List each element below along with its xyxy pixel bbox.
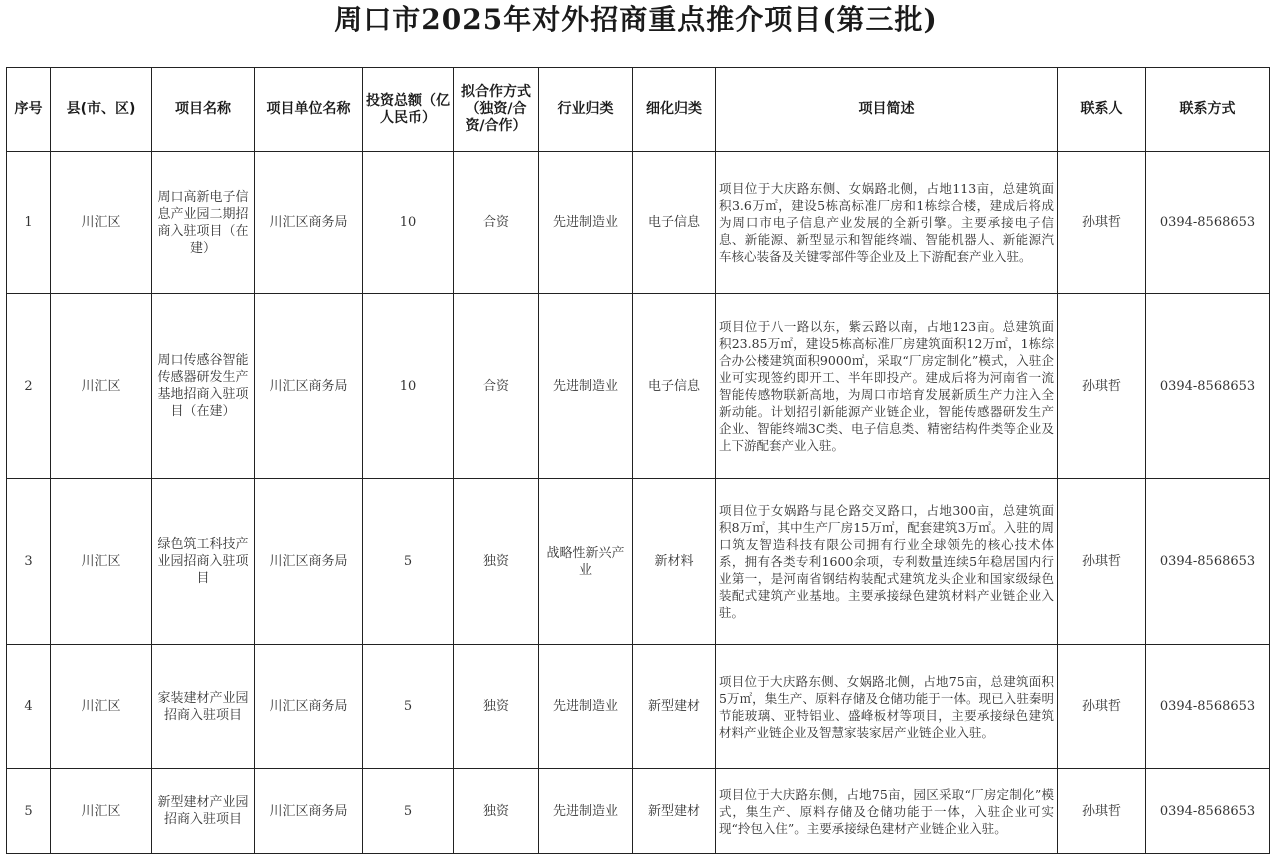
cell-phone: 0394-8568653 xyxy=(1146,645,1270,769)
cell-county: 川汇区 xyxy=(51,479,152,645)
header-summary: 项目简述 xyxy=(716,68,1058,152)
cell-contact: 孙琪哲 xyxy=(1058,294,1146,479)
cell-unit: 川汇区商务局 xyxy=(255,152,363,294)
cell-industry: 先进制造业 xyxy=(539,152,633,294)
cell-no: 4 xyxy=(7,645,51,769)
cell-sub-industry: 新型建材 xyxy=(633,769,716,854)
header-industry: 行业归类 xyxy=(539,68,633,152)
cell-county: 川汇区 xyxy=(51,645,152,769)
cell-phone: 0394-8568653 xyxy=(1146,294,1270,479)
cell-industry: 先进制造业 xyxy=(539,769,633,854)
cell-investment: 5 xyxy=(363,769,454,854)
cell-project-name: 周口传感谷智能传感器研发生产基地招商入驻项目（在建） xyxy=(152,294,255,479)
cell-summary: 项目位于大庆路东侧，占地75亩，园区采取“厂房定制化”模式，集生产、原料存储及仓储功能于一体，入驻企业可实现“拎包入住”。主要承接绿色建材产业链企业入驻。 xyxy=(716,769,1058,854)
page-title: 周口市2025年对外招商重点推介项目(第三批) xyxy=(334,3,938,36)
header-sub-industry: 细化归类 xyxy=(633,68,716,152)
header-no: 序号 xyxy=(7,68,51,152)
table-row xyxy=(7,294,1270,479)
cell-no: 1 xyxy=(7,152,51,294)
header-phone: 联系方式 xyxy=(1146,68,1270,152)
table-row xyxy=(7,645,1270,769)
projects-table xyxy=(6,67,1270,854)
cell-unit: 川汇区商务局 xyxy=(255,479,363,645)
cell-industry: 战略性新兴产业 xyxy=(539,479,633,645)
table-row xyxy=(7,479,1270,645)
cell-cooperation: 独资 xyxy=(454,479,539,645)
cell-contact: 孙琪哲 xyxy=(1058,769,1146,854)
cell-contact: 孙琪哲 xyxy=(1058,479,1146,645)
cell-industry: 先进制造业 xyxy=(539,645,633,769)
cell-investment: 5 xyxy=(363,645,454,769)
cell-unit: 川汇区商务局 xyxy=(255,645,363,769)
cell-project-name: 新型建材产业园招商入驻项目 xyxy=(152,769,255,854)
cell-investment: 10 xyxy=(363,294,454,479)
cell-sub-industry: 电子信息 xyxy=(633,152,716,294)
cell-cooperation: 合资 xyxy=(454,152,539,294)
cell-summary: 项目位于大庆路东侧、女娲路北侧，占地75亩，总建筑面积5万㎡，集生产、原料存储及仓储功能于一体。现已入驻秦明节能玻璃、亚特铝业、盛峰板材等项目，主要承接绿色建筑材料产业链企业及智慧家装家居产业链企业入驻。 xyxy=(716,645,1058,769)
header-county: 县(市、区) xyxy=(51,68,152,152)
cell-project-name: 周口高新电子信息产业园二期招商入驻项目（在建） xyxy=(152,152,255,294)
cell-contact: 孙琪哲 xyxy=(1058,645,1146,769)
cell-summary: 项目位于大庆路东侧、女娲路北侧，占地113亩，总建筑面积3.6万㎡，建设5栋高标准厂房和1栋综合楼，建成后将成为周口市电子信息产业发展的全新引擎。主要承接电子信息、新能源、新型显示和智能终端、智能机器人、新能源汽车核心装备及关键零部件等企业及上下游配套产业入驻。 xyxy=(716,152,1058,294)
table-header-row xyxy=(7,68,1270,152)
cell-no: 2 xyxy=(7,294,51,479)
cell-investment: 5 xyxy=(363,479,454,645)
cell-industry: 先进制造业 xyxy=(539,294,633,479)
cell-project-name: 绿色筑工科技产业园招商入驻项目 xyxy=(152,479,255,645)
cell-summary: 项目位于八一路以东，紫云路以南，占地123亩。总建筑面积23.85万㎡，建设5栋高标准厂房建筑面积12万㎡，1栋综合办公楼建筑面积9000㎡，采取“厂房定制化”模式，入驻企业可实现签约即开工、半年即投产。建成后将为河南省一流智能传感物联新高地，为周口市培育发展新质生产力注入全新动能。计划招引新能源产业链企业，智能传感器研发生产企业、智能终端3C类、电子信息类、精密结构件类等企业及上下游配套产业入驻。 xyxy=(716,294,1058,479)
cell-sub-industry: 新型建材 xyxy=(633,645,716,769)
table-row xyxy=(7,152,1270,294)
cell-unit: 川汇区商务局 xyxy=(255,769,363,854)
header-project-name: 项目名称 xyxy=(152,68,255,152)
cell-county: 川汇区 xyxy=(51,294,152,479)
cell-contact: 孙琪哲 xyxy=(1058,152,1146,294)
cell-county: 川汇区 xyxy=(51,152,152,294)
cell-cooperation: 独资 xyxy=(454,769,539,854)
cell-phone: 0394-8568653 xyxy=(1146,479,1270,645)
cell-summary: 项目位于女娲路与昆仑路交叉路口，占地300亩，总建筑面积8万㎡，其中生产厂房15万㎡，配套建筑3万㎡。入驻的周口筑友智造科技有限公司拥有行业全球领先的核心技术体系，拥有各类专利1600余项，专利数量连续5年稳居国内行业第一，是河南省钢结构装配式建筑龙头企业和国家级绿色装配式建筑产业基地。主要承接绿色建筑材料产业链企业入驻。 xyxy=(716,479,1058,645)
cell-unit: 川汇区商务局 xyxy=(255,294,363,479)
header-unit: 项目单位名称 xyxy=(255,68,363,152)
cell-county: 川汇区 xyxy=(51,769,152,854)
table-row xyxy=(7,769,1270,854)
cell-phone: 0394-8568653 xyxy=(1146,152,1270,294)
header-cooperation: 拟合作方式（独资/合资/合作） xyxy=(454,68,539,152)
cell-sub-industry: 电子信息 xyxy=(633,294,716,479)
cell-investment: 10 xyxy=(363,152,454,294)
cell-project-name: 家装建材产业园招商入驻项目 xyxy=(152,645,255,769)
cell-phone: 0394-8568653 xyxy=(1146,769,1270,854)
cell-no: 5 xyxy=(7,769,51,854)
cell-cooperation: 合资 xyxy=(454,294,539,479)
cell-sub-industry: 新材料 xyxy=(633,479,716,645)
header-contact: 联系人 xyxy=(1058,68,1146,152)
cell-cooperation: 独资 xyxy=(454,645,539,769)
cell-no: 3 xyxy=(7,479,51,645)
header-investment: 投资总额（亿人民币） xyxy=(363,68,454,152)
